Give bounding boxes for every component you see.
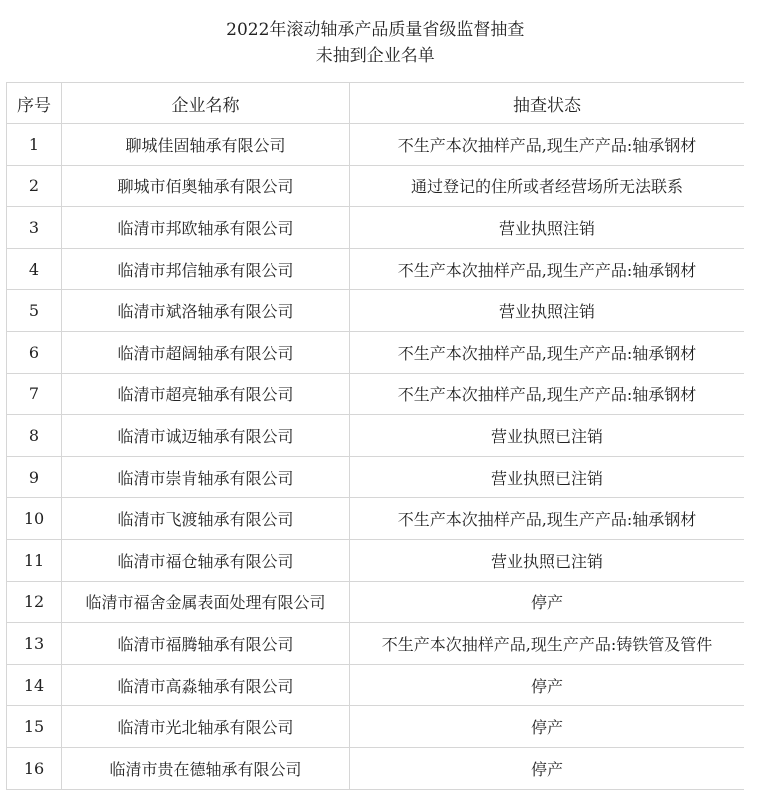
cell-no: 15 [7, 706, 62, 748]
cell-status: 停产 [350, 706, 745, 748]
cell-no: 11 [7, 539, 62, 581]
cell-no: 3 [7, 207, 62, 249]
cell-name: 临清市飞渡轴承有限公司 [62, 498, 350, 540]
table-row [7, 415, 745, 457]
table-row [7, 623, 745, 665]
cell-status: 营业执照已注销 [350, 415, 745, 457]
cell-status: 停产 [350, 581, 745, 623]
cell-status: 不生产本次抽样产品,现生产产品:轴承钢材 [350, 498, 745, 540]
cell-status: 不生产本次抽样产品,现生产产品:轴承钢材 [350, 248, 745, 290]
cell-no: 8 [7, 415, 62, 457]
cell-status: 不生产本次抽样产品,现生产产品:铸铁管及管件 [350, 623, 745, 665]
cell-status: 停产 [350, 664, 745, 706]
title-line-2: 未抽到企业名单 [315, 46, 435, 66]
header-status: 抽查状态 [350, 83, 745, 124]
cell-name: 临清市光北轴承有限公司 [62, 706, 350, 748]
cell-name: 临清市福腾轴承有限公司 [62, 623, 350, 665]
cell-no: 10 [7, 498, 62, 540]
cell-name: 临清市邦信轴承有限公司 [62, 248, 350, 290]
cell-name: 临清市诚迈轴承有限公司 [62, 415, 350, 457]
cell-name: 临清市福仓轴承有限公司 [62, 539, 350, 581]
cell-no: 6 [7, 331, 62, 373]
cell-status: 营业执照已注销 [350, 539, 745, 581]
cell-no: 9 [7, 456, 62, 498]
header-row [7, 83, 745, 124]
header-name: 企业名称 [62, 83, 350, 124]
cell-no: 14 [7, 664, 62, 706]
cell-no: 7 [7, 373, 62, 415]
cell-name: 临清市崇肯轴承有限公司 [62, 456, 350, 498]
title-row [7, 4, 745, 83]
cell-status: 不生产本次抽样产品,现生产产品:轴承钢材 [350, 331, 745, 373]
table-row [7, 498, 745, 540]
cell-no: 4 [7, 248, 62, 290]
cell-name: 临清市超阔轴承有限公司 [62, 331, 350, 373]
unsampled-enterprises-table [6, 4, 745, 790]
table-title [7, 4, 745, 83]
cell-status: 通过登记的住所或者经营场所无法联系 [350, 165, 745, 207]
table-row [7, 290, 745, 332]
cell-name: 临清市邦欧轴承有限公司 [62, 207, 350, 249]
table-row [7, 331, 745, 373]
title-line-1: 2022年滚动轴承产品质量省级监督抽查 [226, 20, 525, 40]
table-row [7, 456, 745, 498]
cell-name: 临清市超亮轴承有限公司 [62, 373, 350, 415]
cell-status: 营业执照注销 [350, 290, 745, 332]
cell-no: 13 [7, 623, 62, 665]
cell-name: 聊城市佰奥轴承有限公司 [62, 165, 350, 207]
table-row [7, 706, 745, 748]
table-row [7, 165, 745, 207]
table-body [7, 124, 745, 790]
document-sheet [6, 4, 744, 790]
table-row [7, 581, 745, 623]
cell-status: 营业执照注销 [350, 207, 745, 249]
table-row [7, 248, 745, 290]
table-row [7, 539, 745, 581]
cell-no: 5 [7, 290, 62, 332]
cell-name: 临清市斌洛轴承有限公司 [62, 290, 350, 332]
cell-status: 不生产本次抽样产品,现生产产品:轴承钢材 [350, 124, 745, 166]
cell-status: 营业执照已注销 [350, 456, 745, 498]
cell-no: 2 [7, 165, 62, 207]
table-row [7, 747, 745, 789]
cell-name: 聊城佳固轴承有限公司 [62, 124, 350, 166]
cell-status: 不生产本次抽样产品,现生产产品:轴承钢材 [350, 373, 745, 415]
cell-no: 12 [7, 581, 62, 623]
table-row [7, 124, 745, 166]
page-margin [744, 0, 779, 796]
cell-name: 临清市贵在德轴承有限公司 [62, 747, 350, 789]
table-row [7, 664, 745, 706]
header-no: 序号 [7, 83, 62, 124]
cell-name: 临清市高淼轴承有限公司 [62, 664, 350, 706]
cell-status: 停产 [350, 747, 745, 789]
cell-no: 1 [7, 124, 62, 166]
cell-name: 临清市福舍金属表面处理有限公司 [62, 581, 350, 623]
table-row [7, 207, 745, 249]
cell-no: 16 [7, 747, 62, 789]
table-row [7, 373, 745, 415]
